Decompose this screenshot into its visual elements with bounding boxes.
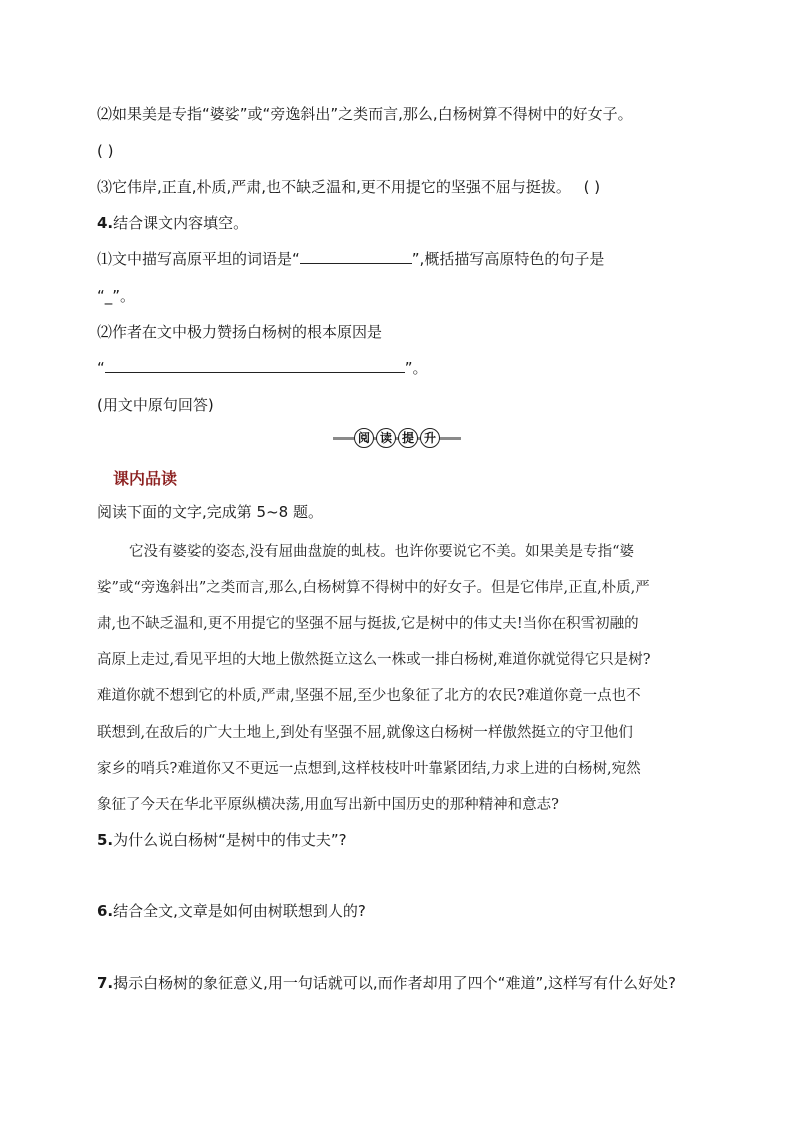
question-number: 7. [97,974,114,992]
section-title: 课内品读 [113,469,178,488]
question-number: 6. [97,902,114,920]
question-4 [97,213,248,233]
passage-line: 它没有婆娑的姿态,没有屈曲盘旋的虬枝。也许你要说它不美。如果美是专指“婆 [129,544,635,560]
question-text: 为什么说白杨树“是树中的伟丈夫”? [113,831,347,849]
q3-item-2 [97,104,633,124]
passage-line: 高原上走过,看见平坦的大地上傲然挺立这么一株或一排白杨树,难道你就觉得它只是树? [97,652,651,668]
question-4-sub-2: ⑵作者在文中极力赞扬白杨树的根本原因是 [97,323,383,341]
passage-line: 娑”或“旁逸斜出”之类而言,那么,白杨树算不得树中的好女子。但是它伟岸,正直,朴质,严 [97,580,650,596]
banner-char: 阅 [354,428,374,448]
fill-blank-root-reason[interactable] [105,358,405,373]
question-number: 5. [97,831,114,849]
question-6 [97,901,366,921]
q3-item-3 [97,177,600,197]
reading-instruction: 阅读下面的文字,完成第 5~8 题。 [97,503,323,521]
question-4-note: (用文中原句回答) [97,396,214,414]
question-4-sub-2-answer: “ ”。 [97,359,428,377]
passage-line: 象征了今天在华北平原纵横决荡,用血写出新中国历史的那种精神和意志? [97,797,559,813]
passage-line: 家乡的哨兵?难道你又不更远一点想到,这样枝枝叶叶靠紧团结,力求上进的白杨树,宛然 [97,761,641,777]
banner-char: 升 [420,428,440,448]
question-5 [97,830,347,850]
question-4-prompt: 结合课文内容填空。 [113,214,249,232]
question-text: 揭示白杨树的象征意义,用一句话就可以,而作者却用了四个“难道”,这样写有什么好处? [113,974,676,992]
question-4-sub-1-continued[interactable]: “_”。 [97,287,136,305]
reading-improvement-banner [333,427,461,449]
banner-char: 提 [398,428,418,448]
q3-item-3-text: ⑶它伟岸,正直,朴质,严肃,也不缺乏温和,更不用提它的坚强不屈与挺拔。 [97,178,571,196]
question-4-number: 4. [97,214,114,232]
q3-item-2-text: ⑵如果美是专指“婆娑”或“旁逸斜出”之类而言,那么,白杨树算不得树中的好女子。 [97,105,633,123]
fill-blank-plateau-words[interactable] [300,249,412,264]
passage-line: 联想到,在敌后的广大土地上,到处有坚强不屈,就像这白杨树一样傲然挺立的守卫他们 [97,725,633,741]
question-text: 结合全文,文章是如何由树联想到人的? [113,902,366,920]
q3-item-3-answer-bracket[interactable]: ( ) [583,178,601,196]
q3-item-2-answer-bracket[interactable]: ( ) [97,142,114,160]
question-4-sub-1: ⑴文中描写高原平坦的词语是“ ”,概括描写高原特色的句子是 [97,250,605,268]
passage-line: 肃,也不缺乏温和,更不用提它的坚强不屈与挺拔,它是树中的伟丈夫!当你在积雪初融的 [97,616,639,632]
question-7 [97,973,676,993]
banner-char: 读 [376,428,396,448]
passage-line: 难道你就不想到它的朴质,严肃,坚强不屈,至少也象征了北方的农民?难道你竟一点也不 [97,688,641,704]
